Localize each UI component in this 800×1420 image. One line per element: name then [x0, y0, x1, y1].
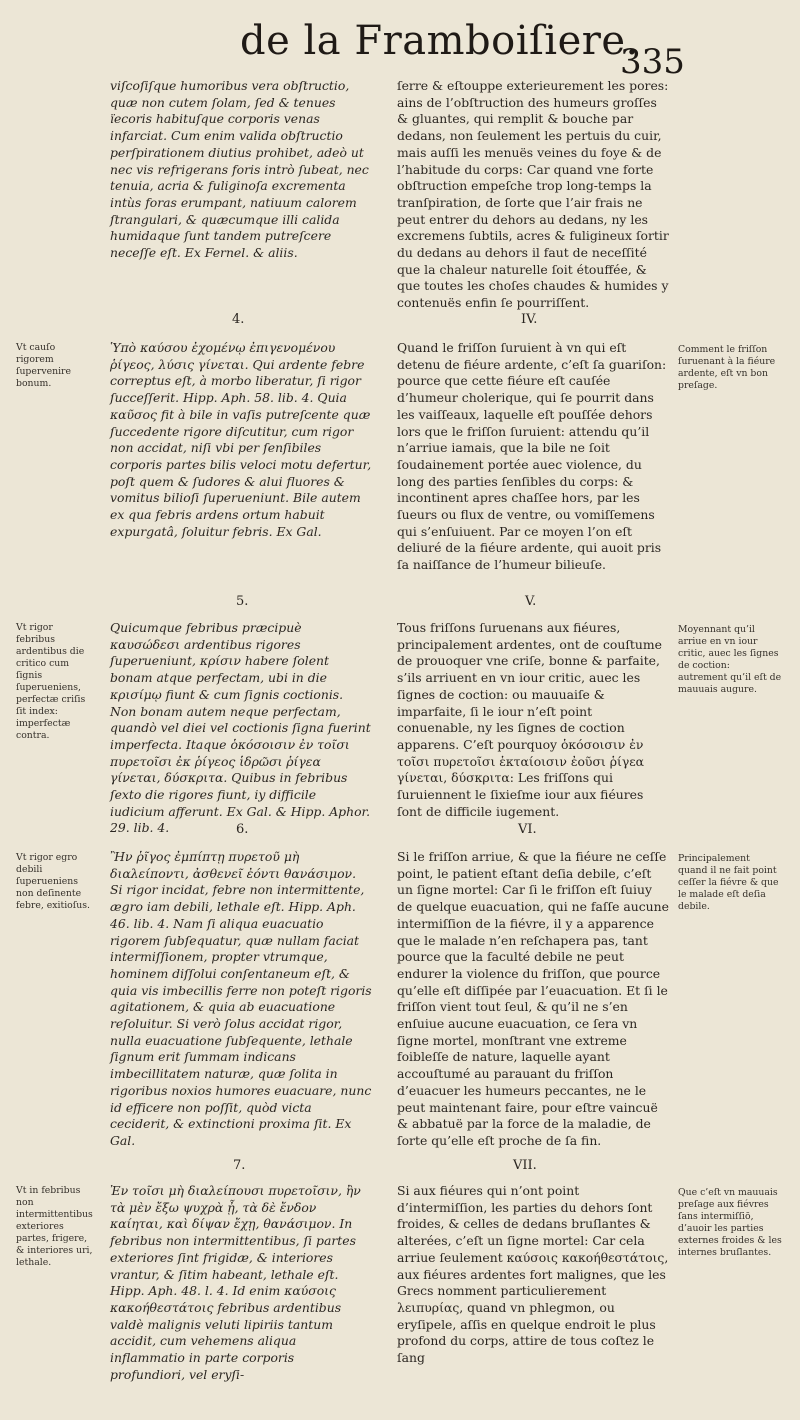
page-number: 335 — [620, 42, 685, 82]
latin-paragraph: Quicumque febribus præcipuè καυσώδεσι ardentibus rigores ſuperueniunt, κρίσιν habere ſolent bonam atque perfectam, ubi in die κρισίμῳ fiunt & cum ſignis coctionis. Non bonam autem neque perfectam, quandò vel diei vel coctionis ſigna fuerint imperfecta. Itaque ὁκόσοισιν ἐν τοῖσι πυρετοῖσι ἐκ ῥίγεος ἱδρῶσι ῥίγεα γίνεται, δύσκριτα. Quibus in febribus ſexto die rigores fiunt, iy difficile iudicium afferunt. Ex Gal. & Hipp. Aphor. 29. lib. 4. — [110, 620, 371, 836]
margin-note-right: Moyennant qu’il arriue en vn iour critic, auec les ſignes de coction: autrement qu’il eſt de mauuais augure. — [678, 624, 782, 695]
section-number-latin: 7. — [233, 1158, 246, 1173]
french-paragraph: Si le friſſon arriue, & que la fiéure ne ceſſe point, le patient eſtant deſia debile, c’eſt un ſigne mortel: Car ſi le friſſon eſt ſuiuy de quelque euacuation, qui ne faſſe aucune intermiſſion de la fiévre, il y a apparence que le malade n’en reſchapera pas, tant pource que la faculté debile ne peut endurer la violence du friſſon, que pource qu’elle eſt diſſipée par l’euacuation. Et ſi le friſſon vient tout ſeul, & qu’il ne s’en enſuiue aucune euacuation, ce ſera vn ſigne mortel, monſtrant vne extreme foibleſſe de nature, laquelle ayant accouſtumé au parauant du friſſon d’euacuer les humeurs peccantes, ne le peut maintenant faire, pour eſtre vaincuë & abbatuë par la force de la maladie, de ſorte qu’elle eſt proche de ſa fin. — [397, 849, 669, 1148]
margin-note-left: Vt cauſo rigorem ſupervenire bonum. — [16, 342, 71, 389]
french-paragraph: Quand le friſſon ſuruient à vn qui eſt detenu de fiéure ardente, c’eſt ſa guariſon: pource que cette fiéure eſt cauſée d’humeur cholerique, qui ſe pourrit dans les vaiſſeaux, laquelle eſt pouſſée dehors lors que le friſſon ſuruient: attendu qu’il n’arriue iamais, que la bile ne ſoit ſoudainement portée auec violence, du long des parties ſenſibles du corps: & incontinent apres chaſſee hors, par les ſueurs ou flux de ventre, ou vomiſſemens qui s’enſuiuent. Par ce moyen l’on eſt deliuré de la fiéure ardente, qui auoit pris ſa naiſſance de l’humeur bilieuſe. — [397, 340, 667, 573]
margin-note-right: Comment le friſſon ſuruenant à la fiéure ardente, eſt vn bon preſage. — [678, 344, 776, 391]
intro-latin-text: viſcoſiſque humoribus vera obſtructio, quæ non cutem ſolam, ſed & tenues ïecoris habituſque corporis venas infarciat. Cum enim valida obſtructio perſpirationem diutius prohibet, adeò ut nec vis refrigerans foris intrò ſubeat, nec tenuia, acria & fuliginoſa excrementa intùs foras erumpant, natiuum calorem ſtrangulari, & quæcumque illi calida humidaque ſunt tandem putreſcere neceſſe eſt. Ex Fernel. & aliis. — [110, 78, 369, 261]
french-paragraph: Tous friſſons ſuruenans aux fiéures, principalement ardentes, ont de couſtume de prouoquer vne criſe, bonne & parfaite, s’ils arriuent en vn iour critic, auec les ſignes de coction: ou mauuaiſe & imparfaite, ſi le iour n’eſt point conuenable, ny les ſignes de coction apparens. C’eſt pourquoy ὁκόσοισιν ἐν τοῖσι πυρετοῖσι ἑκταίοισιν ἐοῦσι ῥίγεα γίνεται, δύσκριτα: Les friſſons qui ſuruiennent le ſixieſme iour aux fiéures ſont de difficile iugement. — [397, 620, 662, 819]
section-number-latin: 4. — [232, 312, 245, 327]
section-number-latin: 5. — [236, 594, 249, 609]
section-number-latin: 6. — [236, 822, 249, 837]
margin-note-left: Vt in febribus non intermittentibus exteriores partes, frigere, & interiores uri, lethale. — [16, 1185, 93, 1268]
latin-paragraph: Ὑπὸ καύσου ἐχομένῳ ἐπιγενομένου ῥίγεος, λύσις γίνεται. Qui ardente febre correptus eſt, à morbo liberatur, ſi rigor ſucceſſerit. Hipp. Aph. 58. lib. 4. Quia καῦσος fit à bile in vaſis putreſcente quæ ſuccedente rigore diſcutitur, cum rigor non accidat, niſi vbi per ſenſibiles corporis partes bilis veloci motu defertur, poſt quem & ſudores & alui fluores & vomitus bilioſi ſuperueniunt. Bile autem ex qua febris ardens ortum habuit expurgatâ, ſoluitur febris. Ex Gal. — [110, 340, 372, 539]
margin-note-left: Vt rigor febribus ardentibus die critico cum ſignis ſuperueniens, perfectæ criſis ſit index: imperfectæ contra. — [16, 622, 86, 741]
latin-paragraph: Ἐν τοῖσι μὴ διαλείπουσι πυρετοῖσιν, ἢν τὰ μὲν ἔξω ψυχρὰ ᾖ, τὰ δὲ ἔνδον καίηται, καὶ δίψαν ἔχῃ, θανάσιμον. In febribus non intermittentibus, ſi partes exteriores ſint frigidæ, & interiores vrantur, & ſitim habeant, lethale eſt. Hipp. Aph. 48. l. 4. Id enim καύσοις κακοήθεστάτοις febribus ardentibus valdè malignis veluti lipiriis tantum accidit, cum vehemens aliqua inflammatio in parte corporis profundiori, vel eryſi- — [110, 1183, 361, 1382]
section-number-french: V. — [525, 594, 537, 609]
section-number-french: IV. — [521, 312, 538, 327]
section-number-french: VII. — [513, 1158, 537, 1173]
margin-note-right: Que c’eſt vn mauuais preſage aux fiévres ſans intermiſſiō, d’auoir les parties externes froides & les internes bruſlantes. — [678, 1187, 782, 1258]
section-number-french: VI. — [518, 822, 537, 837]
margin-note-left: Vt rigor egro debili ſuperueniens non deſinente febre, exitioſus. — [16, 852, 90, 911]
margin-note-right: Principalement quand il ne fait point ceſſer la fiévre & que le malade eſt deſia debile. — [678, 853, 779, 912]
intro-french-text: ſerre & eſtouppe exterieurement les pores: ains de l’obſtruction des humeurs groſſes & gluantes, qui remplit & bouche par dedans, non ſeulement les pertuis du cuir, mais auſſi les menuës veines du foye & de l’habitude du corps: Car quand vne forte obſtruction empeſche trop long-temps la tranſpiration, de ſorte que l’air frais ne peut entrer du dehors au dedans, ny les excremens ſubtils, acres & fuligineux ſortir du dedans au dehors il faut de neceſſité que la chaleur naturelle ſoit étouffée, & que toutes les choſes chaudes & humides y contenuës enfin ſe pourriſſent. — [397, 78, 669, 311]
french-paragraph: Si aux fiéures qui n’ont point d’intermiſſion, les parties du dehors ſont froides, & celles de dedans bruſlantes & alterées, c’eſt un ſigne mortel: Car cela arriue ſeulement καύσοις κακοήθεστάτοις, aux fiéures ardentes fort malignes, que les Grecs nomment particulierement λειπυρίας, quand vn phlegmon, ou eryſipele, aſſis en quelque endroit le plus profond du corps, attire de tous coſtez le ſang — [397, 1183, 669, 1366]
running-head: de la Framboiſiere. — [240, 18, 639, 64]
latin-paragraph: Ἢν ῥῖγος ἐμπίπτῃ πυρετοῦ μὴ διαλείποντι, ἀσθενεῖ ἐόντι θανάσιμον. Si rigor incidat, febre non intermittente, ægro iam debili, lethale eſt. Hipp. Aph. 46. lib. 4. Nam ſi aliqua euacuatio rigorem ſubſequatur, quæ nullam faciat intermiſſionem, propter vtrumque, hominem diſſolui conſentaneum eſt, & quia vis imbecillis ferre non poteſt rigoris agitationem, & quia ab euacuatione reſoluitur. Si verò ſolus accidat rigor, nulla euacuatione ſubſequente, lethale ſignum erit ſummam indicans imbecillitatem naturæ, quæ ſolita in rigoribus noxios humores euacuare, nunc id efficere non poſſit, quòd victa ceciderit, & extinctioni proxima ſit. Ex Gal. — [110, 849, 372, 1148]
